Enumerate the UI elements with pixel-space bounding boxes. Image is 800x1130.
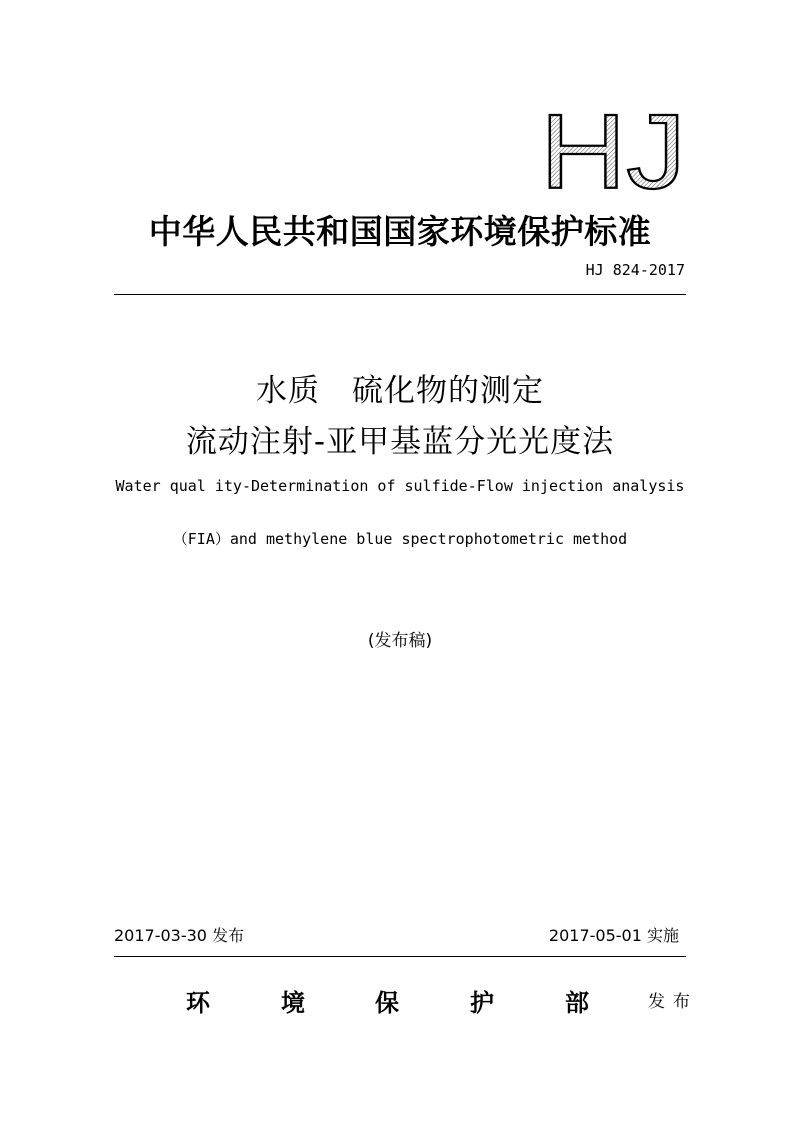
standard-category-title: 中华人民共和国国家环境保护标准 — [148, 212, 652, 251]
hj-logo — [540, 108, 686, 192]
publisher-char-4: 护 — [470, 988, 494, 1017]
header-divider — [114, 294, 686, 295]
footer-divider — [114, 956, 686, 957]
title-en-line2: （FIA）and methylene blue spectrophotometric method — [172, 530, 628, 548]
publisher-char-5: 部 — [565, 988, 589, 1017]
issue-date: 2017-03-30 发布 — [114, 926, 245, 945]
publisher-suffix: 发布 — [648, 992, 698, 1012]
title-cn-line2: 流动注射-亚甲基蓝分光光度法 — [185, 424, 615, 460]
publisher-char-1: 环 — [186, 988, 210, 1017]
title-cn-line1: 水质 硫化物的测定 — [256, 373, 544, 409]
publisher-char-3: 保 — [375, 988, 399, 1017]
hj-logo-text: HJ — [540, 108, 686, 192]
title-en-line1: Water qual ity-Determination of sulfide-Flow injection analysis — [115, 477, 685, 495]
release-status: (发布稿) — [367, 631, 433, 651]
publisher-char-2: 境 — [281, 988, 305, 1017]
implementation-date: 2017-05-01 实施 — [548, 926, 679, 945]
standard-number: HJ 824-2017 — [585, 261, 685, 279]
